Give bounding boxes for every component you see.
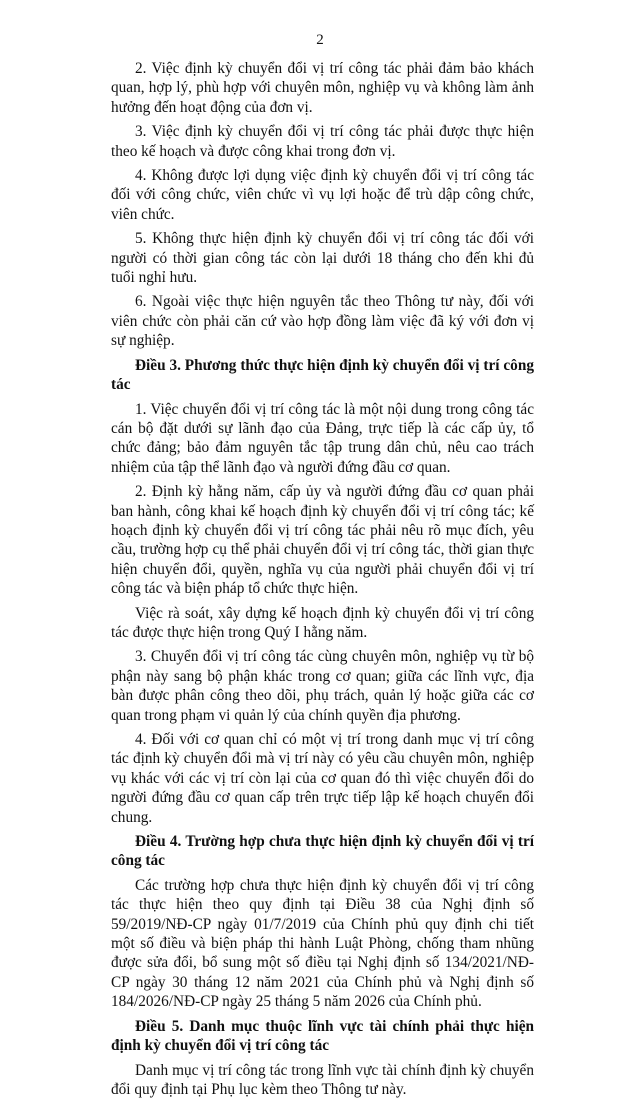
- paragraph-article3-item1: 1. Việc chuyển đổi vị trí công tác là một nội dung trong công tác cán bộ đặt dưới sự lãnh đạo của Đảng, trực tiếp là các cấp ủy, tổ chức đảng; bảo đảm nguyên tắc tập trung dân chủ, nêu cao trách nhiệm của tập thể lãnh đạo và người đứng đầu cơ quan.: [111, 400, 534, 476]
- page-number: 2: [316, 32, 324, 48]
- paragraph-article2-item2: 2. Việc định kỳ chuyển đổi vị trí công tác phải đảm bảo khách quan, hợp lý, phù hợp với chuyên môn, nghiệp vụ và không làm ảnh hưởng đến hoạt động của đơn vị.: [111, 60, 534, 116]
- paragraph-article3-item3: 3. Chuyển đổi vị trí công tác cùng chuyên môn, nghiệp vụ từ bộ phận này sang bộ phận khác trong cơ quan; giữa các lĩnh vực, địa bàn được phân công theo dõi, phụ trách, quản lý hoặc giữa các cơ quan trong phạm vi quản lý của chính quyền địa phương.: [111, 648, 534, 724]
- paragraph-article4-body: Các trường hợp chưa thực hiện định kỳ chuyển đổi vị trí công tác thực hiện theo quy định tại Điều 38 của Nghị định số 59/2019/NĐ-CP ngày 01/7/2019 của Chính phủ quy định chi tiết một số điều và biện pháp thi hành Luật Phòng, chống tham nhũng được sửa đổi, bổ sung một số điều tại Nghị định số 134/2021/NĐ-CP ngày 30 tháng 12 năm 2021 của Chính phủ và Nghị định số 184/2026/NĐ-CP ngày 25 tháng 5 năm 2026 của Chính phủ.: [111, 876, 534, 1011]
- article-3-heading: Điều 3. Phương thức thực hiện định kỳ chuyển đổi vị trí công tác: [111, 356, 534, 394]
- paragraph-article2-item3: 3. Việc định kỳ chuyển đổi vị trí công tác phải được thực hiện theo kế hoạch và được công khai trong đơn vị.: [111, 123, 534, 160]
- article-5-heading: Điều 5. Danh mục thuộc lĩnh vực tài chính phải thực hiện định kỳ chuyển đổi vị trí công tác: [111, 1017, 534, 1055]
- article-4-heading: Điều 4. Trường hợp chưa thực hiện định kỳ chuyển đổi vị trí công tác: [111, 833, 534, 870]
- paragraph-article5-body: Danh mục vị trí công tác trong lĩnh vực tài chính định kỳ chuyển đổi quy định tại Phụ lục kèm theo Thông tư này.: [111, 1061, 534, 1098]
- paragraph-article3-item4: 4. Đối với cơ quan chỉ có một vị trí trong danh mục vị trí công tác định kỳ chuyển đổi mà vị trí này có yêu cầu chuyên môn, nghiệp vụ khác với các vị trí còn lại của cơ quan đó thì việc chuyển đổi do người đứng đầu cơ quan cấp trên trực tiếp lập kế hoạch chuyển đổi chung.: [111, 731, 534, 826]
- paragraph-article2-item5: 5. Không thực hiện định kỳ chuyển đổi vị trí công tác đối với người có thời gian công tác còn lại dưới 18 tháng cho đến khi đủ tuổi nghỉ hưu.: [111, 230, 534, 287]
- paragraph-article2-item4: 4. Không được lợi dụng việc định kỳ chuyển đổi vị trí công tác đối với công chức, viên chức vì vụ lợi hoặc để trù dập công chức, viên chức.: [111, 167, 534, 223]
- paragraph-article3-review: Việc rà soát, xây dựng kế hoạch định kỳ chuyển đổi vị trí công tác được thực hiện trong Quý I hằng năm.: [111, 604, 534, 641]
- paragraph-article2-item6: 6. Ngoài việc thực hiện nguyên tắc theo Thông tư này, đối với viên chức còn phải căn cứ vào hợp đồng làm việc đã ký với đơn vị sự nghiệp.: [111, 293, 534, 350]
- document-body: [111, 59, 534, 1104]
- paragraph-article3-item2: 2. Định kỳ hằng năm, cấp ủy và người đứng đầu cơ quan phải ban hành, công khai kế hoạch định kỳ chuyển đổi vị trí công tác; kế hoạch định kỳ chuyển đổi vị trí công tác phải nêu rõ mục đích, yêu cầu, trường hợp cụ thể phải chuyển đổi vị trí công tác, thời gian thực hiện chuyển đổi, quyền, nghĩa vụ của người phải chuyển đổi vị trí công tác và biện pháp tổ chức thực hiện.: [111, 483, 534, 598]
